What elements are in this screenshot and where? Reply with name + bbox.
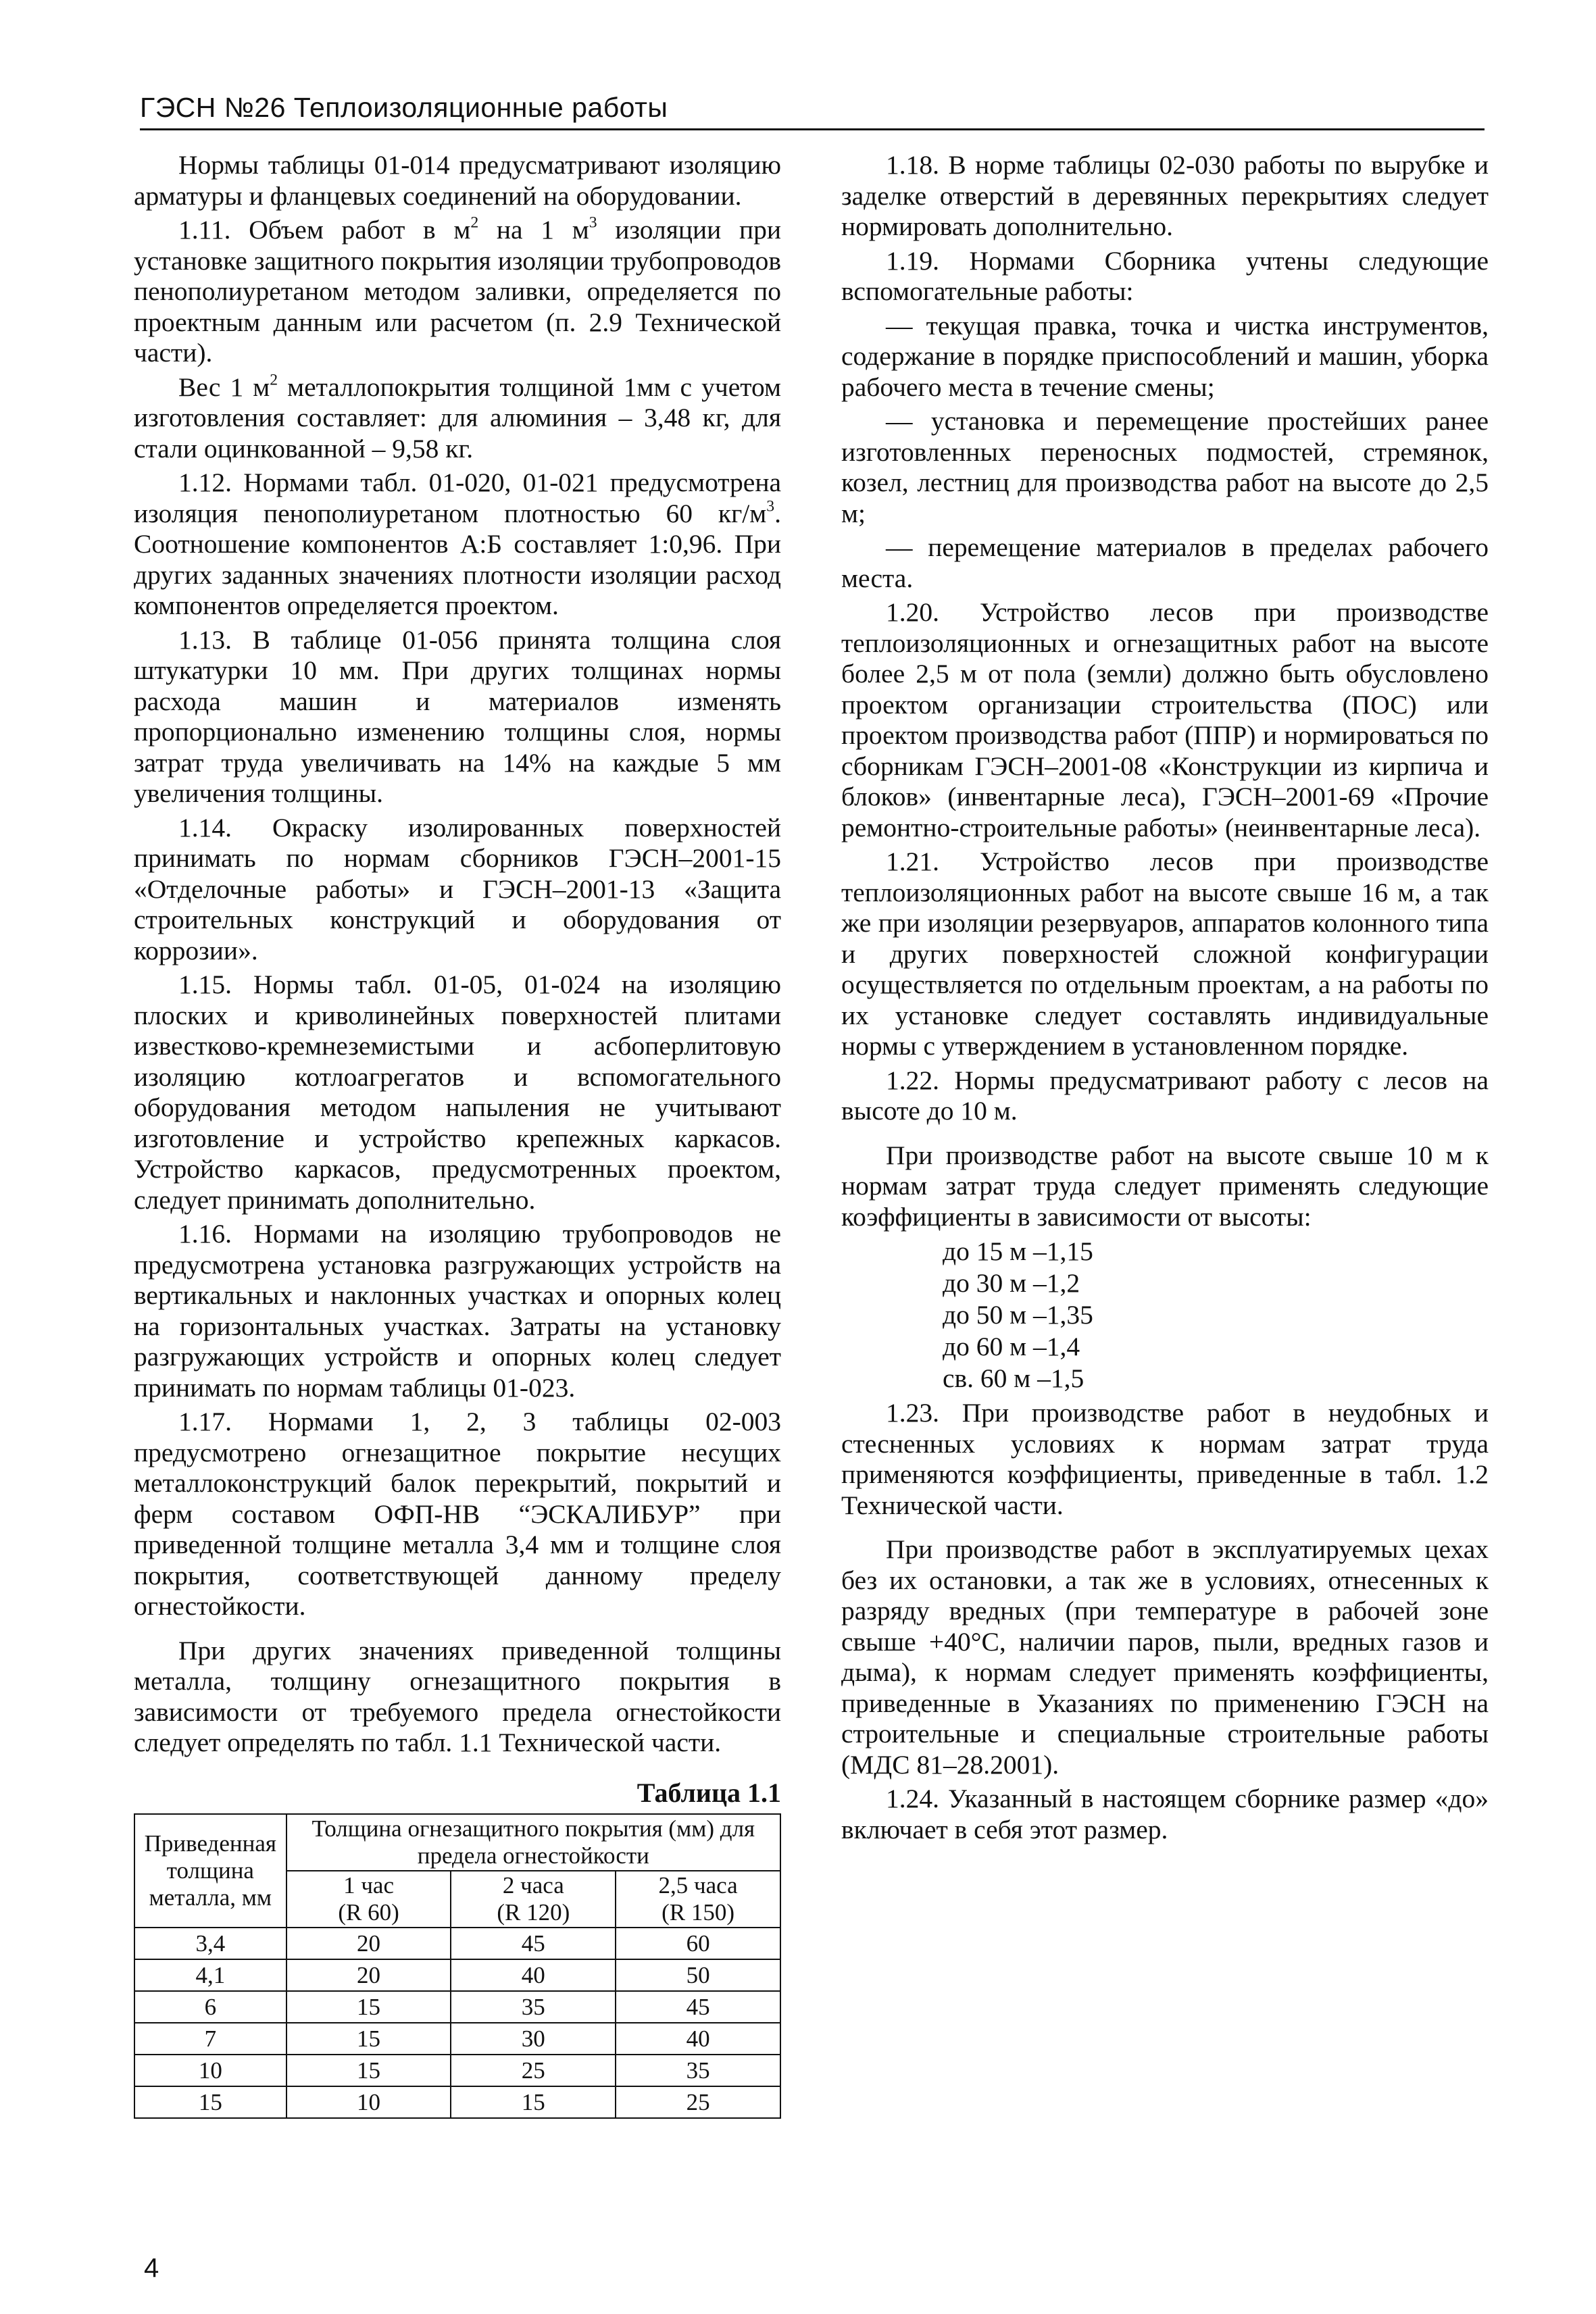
table-cell: 40 <box>451 1959 616 1991</box>
paragraph-1-24: 1.24. Указанный в настоящем сборнике размер «до» включает в себя этот размер. <box>841 1784 1489 1844</box>
table-cell: 10 <box>286 2086 451 2118</box>
list-item: — установка и перемещение простейших ранее изготовленных переносных подмостей, стремянок, козел, лестниц для производства работ на высоте до 2,5 м; <box>841 406 1489 528</box>
paragraph: При производстве работ в эксплуатируемых цехах без их остановки, а так же в условиях, отнесенных к разряду вредных (при температуре в рабочей зоне свыше +40°С, наличии паров, пыли, вредных газов и дыма), к нормам следует применять коэффициенты, приведенные в Указаниях по применению ГЭСН на строительные и специальные строительные работы (МДС 81–28.2001). <box>841 1534 1489 1780</box>
table-cell: 6 <box>134 1991 286 2023</box>
paragraph-1-22: 1.22. Нормы предусматривают работу с лесов на высоте до 10 м. <box>841 1065 1489 1126</box>
paragraph-1-12: 1.12. Нормами табл. 01-020, 01-021 предусмотрена изоляция пенополиуретаном плотностью 60 $кг/м^3$. Соотношение компонентов А:Б составляет 1:0,96. При других заданных значениях плотности изоляции расход компонентов определяется проектом. <box>134 468 781 620</box>
table-column-header: 1 час (R 60) <box>286 1871 451 1928</box>
table-cell: 10 <box>134 2055 286 2086</box>
table-cell: 15 <box>451 2086 616 2118</box>
right-column <box>841 150 1489 1848</box>
table-cell: 3,4 <box>134 1928 286 1959</box>
paragraph-1-11: 1.11. Объем работ в $м^2$ на 1 $м^3$ изоляции при установке защитного покрытия изоляции трубопроводов пенополиуретаном методом заливки, определяется по проектным данным или расчетом (п. 2.9 Технической части). <box>134 213 781 368</box>
paragraph-1-13: 1.13. В таблице 01-056 принята толщина слоя штукатурки 10 мм. При других толщинах нормы расхода машин и материалов изменять пропорционально изменению толщины слоя, нормы затрат труда увеличивать на 14% на каждые 5 мм увеличения толщины. <box>134 624 781 808</box>
table-row <box>134 1991 780 2023</box>
table-cell: 25 <box>451 2055 616 2086</box>
paragraph-1-21: 1.21. Устройство лесов при производстве теплоизоляционных работ на высоте свыше 16 м, а так же при изоляции резервуаров, аппаратов колонного типа и других поверхностей сложной конфигурации осуществляется по отдельным проектам, а на работы по их установке следует составлять индивидуальные нормы с утверждением в установленном порядке. <box>841 847 1489 1061</box>
table-cell: 20 <box>286 1959 451 1991</box>
table-cell: 35 <box>616 2055 780 2086</box>
paragraph-1-14: 1.14. Окраску изолированных поверхностей принимать по нормам сборников ГЭСН–2001-15 «Отделочные работы» и ГЭСН–2001-13 «Защита строительных конструкций и оборудования от коррозии». <box>134 812 781 965</box>
table-cell: 30 <box>451 2023 616 2055</box>
page-number: 4 <box>144 2253 159 2283</box>
table-cell: 20 <box>286 1928 451 1959</box>
table-cell: 40 <box>616 2023 780 2055</box>
paragraph-1-20: 1.20. Устройство лесов при производстве теплоизоляционных и огнезащитных работ на высоте более 2,5 м от пола (земли) должно быть обусловлено проектом организации строительства (ПОС) или проектом производства работ (ППР) и нормироваться по сборникам ГЭСН–2001-08 «Конструкции из кирпича и блоков» (инвентарные леса), ГЭСН–2001-69 «Прочие ремонтно-строительные работы» (неинвентарные леса). <box>841 597 1489 842</box>
list-item: — перемещение материалов в пределах рабочего места. <box>841 532 1489 593</box>
table-cell: 7 <box>134 2023 286 2055</box>
table-row <box>134 2023 780 2055</box>
paragraph-weight: Вес 1 $м^2$ металлопокрытия толщиной 1мм с учетом изготовления составляет: для алюминия – 3,48 кг, для стали оцинкованной – 9,58 кг. <box>134 370 781 463</box>
coefficient-item: до 60 м –1,4 <box>943 1332 1080 1361</box>
table-column-header: 2 часа (R 120) <box>451 1871 616 1928</box>
table-cell: 4,1 <box>134 1959 286 1991</box>
table-row-header: Приведенная толщина металла, мм <box>134 1814 286 1928</box>
paragraph: При производстве работ на высоте свыше 10 м к нормам затрат труда следует применять следующие коэффициенты в зависимости от высоты: <box>841 1140 1489 1232</box>
paragraph-1-16: 1.16. Нормами на изоляцию трубопроводов не предусмотрена установка разгружающих устройств на вертикальных и наклонных участках и опорных колец на горизонтальных участках. Затраты на установку разгружающих устройств и опорных колец следует принимать по нормам таблицы 01-023. <box>134 1219 781 1403</box>
coefficient-item: св. 60 м –1,5 <box>943 1363 1084 1393</box>
table-cell: 15 <box>286 1991 451 2023</box>
paragraph-1-17: 1.17. Нормами 1, 2, 3 таблицы 02-003 предусмотрено огнезащитное покрытие несущих металлоконструкций балок перекрытий, покрытий и ферм составом ОФП-НВ “ЭСКАЛИБУР” при приведенной толщине металла 3,4 мм и толщине слоя покрытия, соответствующей данному пределу огнестойкости. <box>134 1407 781 1621</box>
table-row <box>134 1928 780 1959</box>
table-group-header: Толщина огнезащитного покрытия (мм) для предела огнестойкости <box>286 1814 780 1871</box>
list-item: — текущая правка, точка и чистка инструментов, содержание в порядке приспособлений и машин, уборка рабочего места в течение смены; <box>841 310 1489 402</box>
paragraph: Нормы таблицы 01-014 предусматривают изоляцию арматуры и фланцевых соединений на оборудовании. <box>134 150 781 211</box>
fire-protection-table <box>134 1813 781 2119</box>
coefficient-item: до 15 м –1,15 <box>943 1236 1093 1266</box>
table-column-header: 2,5 часа (R 150) <box>616 1871 780 1928</box>
table-cell: 15 <box>286 2055 451 2086</box>
table-cell: 45 <box>451 1928 616 1959</box>
table-cell: 50 <box>616 1959 780 1991</box>
table-row <box>134 2055 780 2086</box>
paragraph: При других значениях приведенной толщины металла, толщину огнезащитного покрытия в зависимости от требуемого предела огнестойкости следует определять по табл. 1.1 Технической части. <box>134 1635 781 1757</box>
paragraph-1-23: 1.23. При производстве работ в неудобных и стесненных условиях к нормам затрат труда применяются коэффициенты, приведенные в табл. 1.2 Технической части. <box>841 1398 1489 1520</box>
coefficient-item: до 50 м –1,35 <box>943 1300 1093 1330</box>
table-cell: 35 <box>451 1991 616 2023</box>
coefficient-item: до 30 м –1,2 <box>943 1268 1080 1298</box>
running-header <box>140 86 1485 130</box>
table-caption: Таблица 1.1 <box>637 1777 781 1808</box>
table-cell: 25 <box>616 2086 780 2118</box>
coefficient-list <box>841 1236 1489 1394</box>
table-row <box>134 2086 780 2118</box>
paragraph-1-18: 1.18. В норме таблицы 02-030 работы по вырубке и заделке отверстий в деревянных перекрытиях следует нормировать дополнительно. <box>841 150 1489 241</box>
header-title: ГЭСН №26 Теплоизоляционные работы <box>140 92 668 123</box>
table-cell: 45 <box>616 1991 780 2023</box>
left-column <box>134 150 781 2119</box>
table-row <box>134 1959 780 1991</box>
paragraph-1-15: 1.15. Нормы табл. 01-05, 01-024 на изоляцию плоских и криволинейных поверхностей плитами известково-кремнеземистыми и асбоперлитовую изоляцию котлоагрегатов и вспомогательного оборудования методом напыления не учитывают изготовление и устройство крепежных каркасов. Устройство каркасов, предусмотренных проектом, следует принимать дополнительно. <box>134 970 781 1215</box>
table-cell: 60 <box>616 1928 780 1959</box>
table-cell: 15 <box>286 2023 451 2055</box>
paragraph-1-19: 1.19. Нормами Сборника учтены следующие вспомогательные работы: <box>841 245 1489 306</box>
table-cell: 15 <box>134 2086 286 2118</box>
